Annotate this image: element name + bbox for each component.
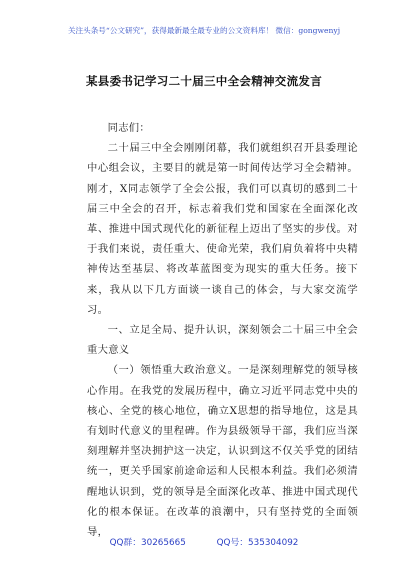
section-heading: 一、立足全局、提升认识，深刻领会二十届三中全会重大意义: [87, 324, 358, 357]
body-paragraph: 二十届三中全会刚刚闭幕，我们就组织召开县委理论中心组会议，主要目的就是第一时间传达学习全会精神。刚才，X同志领学了全会公报，我们可以真切的感到二十届三中全会的召开，标志着我们党和国家在全面深化改革、推进中国式现代化的新征程上迈出了坚实的步伐。对于我们来说，责任重大、使命光荣，我们肩负着将中央精神传达至基层、将改革蓝图变为现实的重大任务。接下来，我从以下几方面谈一谈自己的体会，与大家交流学习。: [87, 142, 358, 316]
header-banner: 关注头条号“公文研究”，获得最新最全最专业的公文资料库！ 微信：gongwenyj: [67, 26, 341, 35]
body-paragraph: （一）领悟重大政治意义。一是深刻理解党的领导核心作用。在我党的发展历程中，确立习近平同志党中央的核心、全党的核心地位，确立X思想的指导地位，这是具有划时代意义的里程碑。作为县级领导干部，我们应当深刻理解并坚决拥护这一决定，认识到这不仅关乎党的团结统一，更关乎国家前途命运和人民根本利益。我们必须清醒地认识到，党的领导是全面深化改革、推进中国式现代化的根本保证。在改革的浪潮中，只有坚持党的全面领导，: [87, 364, 358, 539]
salutation: 同志们：: [107, 122, 150, 134]
footer-qq-number: QQ号：535304092: [216, 538, 299, 548]
document-title: 某县委书记学习二十届三中全会精神交流发言: [86, 74, 322, 88]
document-body: [87, 118, 358, 542]
footer-qq-group: QQ群：30265665: [109, 538, 186, 548]
footer-contact: [0, 535, 408, 548]
